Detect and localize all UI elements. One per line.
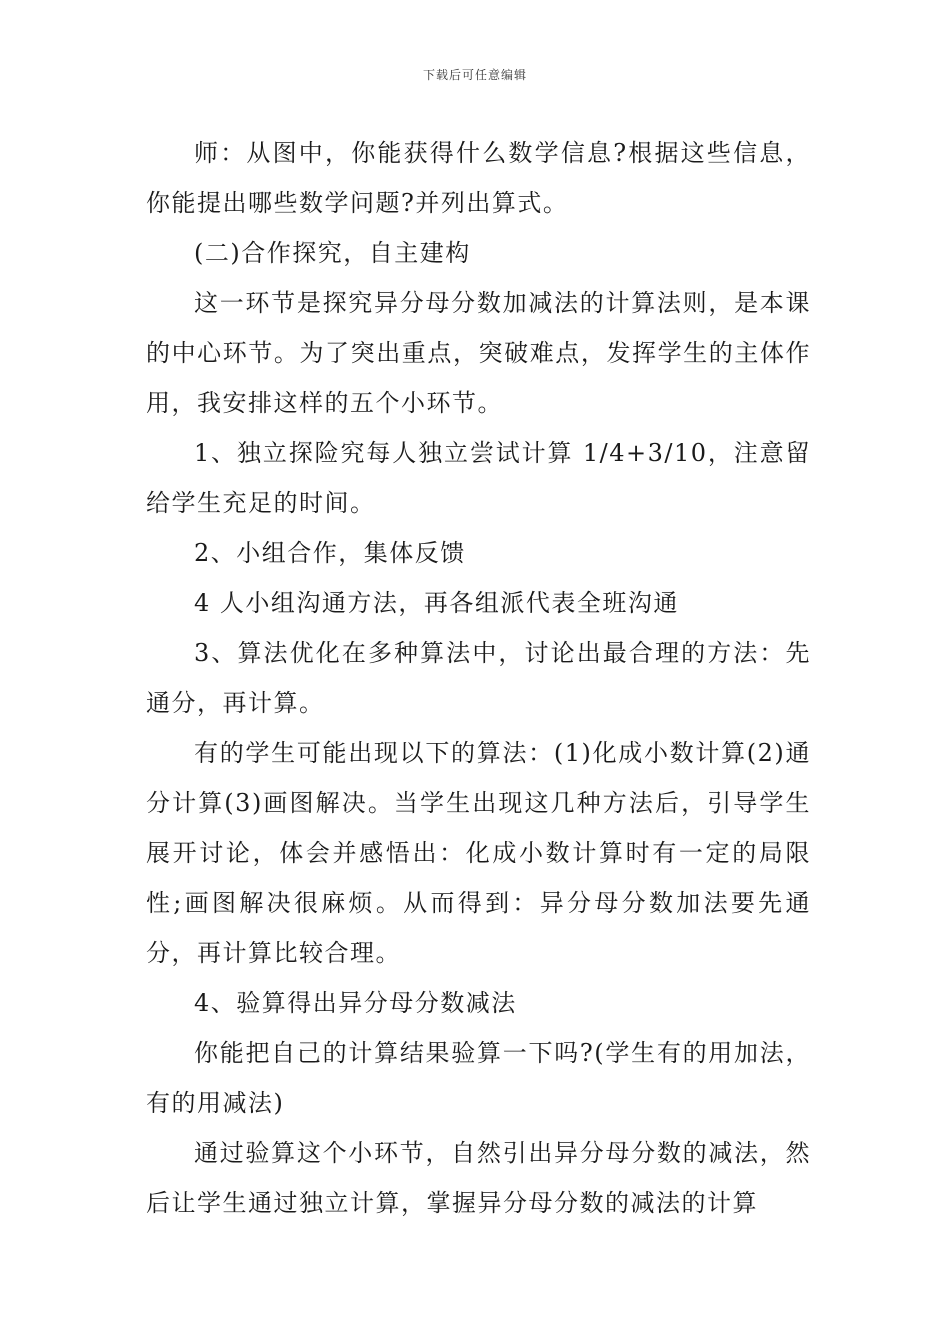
paragraph: 2、小组合作，集体反馈 (194, 539, 466, 567)
paragraph: 通过验算这个小环节，自然引出异分母分数的减法，然后让学生通过独立计算，掌握异分母分数的减法的计算 (146, 1139, 811, 1217)
paragraph: 这一环节是探究异分母分数加减法的计算法则，是本课的中心环节。为了突出重点，突破难点，发挥学生的主体作用，我安排这样的五个小环节。 (146, 289, 811, 417)
paragraph: 1、独立探险究每人独立尝试计算 1/4+3/10，注意留给学生充足的时间。 (146, 439, 811, 517)
paragraph: 4 人小组沟通方法，再各组派代表全班沟通 (194, 589, 679, 617)
document-body (146, 128, 811, 1228)
section-heading: (二)合作探究，自主建构 (194, 239, 471, 267)
paragraph: 3、算法优化在多种算法中，讨论出最合理的方法：先通分，再计算。 (146, 639, 811, 717)
header-note: 下载后可任意编辑 (422, 68, 527, 82)
paragraph: 你能把自己的计算结果验算一下吗?(学生有的用加法，有的用减法) (146, 1039, 811, 1117)
paragraph: 有的学生可能出现以下的算法：(1)化成小数计算(2)通分计算(3)画图解决。当学生出现这几种方法后，引导学生展开讨论，体会并感悟出：化成小数计算时有一定的局限性;画图解决很麻烦。从而得到：异分母分数加法要先通分，再计算比较合理。 (146, 739, 811, 967)
paragraph: 师：从图中，你能获得什么数学信息?根据这些信息，你能提出哪些数学问题?并列出算式。 (146, 139, 811, 217)
paragraph: 4、验算得出异分母分数减法 (194, 989, 517, 1017)
